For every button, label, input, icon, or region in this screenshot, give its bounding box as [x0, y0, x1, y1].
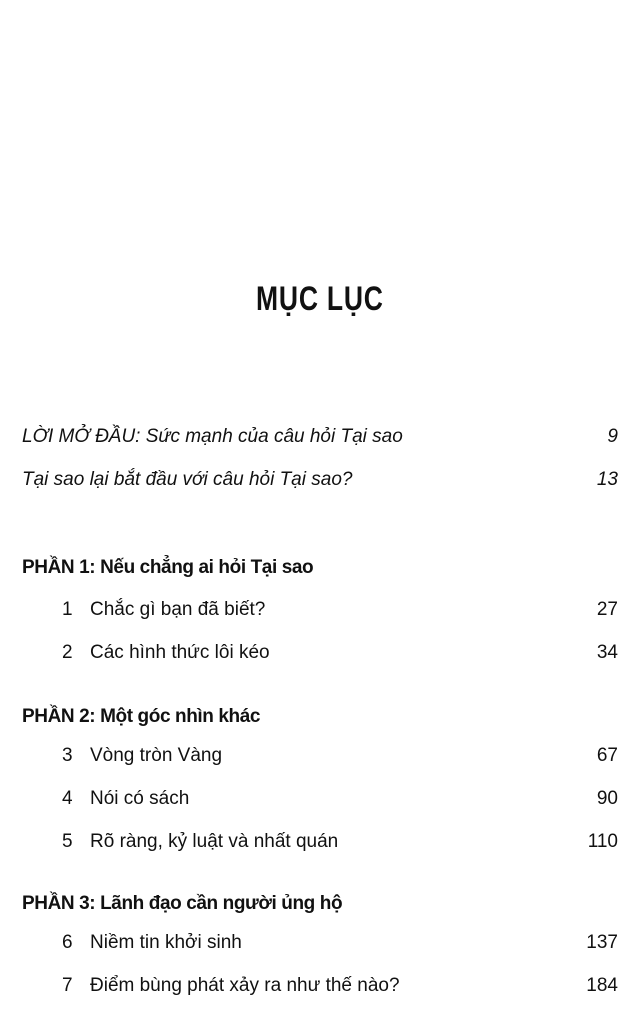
chapter-number: 2 — [62, 642, 73, 663]
chapter-entry[interactable] — [22, 597, 618, 623]
toc-entry-intro[interactable] — [22, 424, 618, 450]
part-heading[interactable] — [22, 555, 618, 581]
toc-entry-intro[interactable] — [22, 467, 618, 493]
chapter-number: 7 — [62, 975, 73, 996]
entry-title: LỜI MỞ ĐẦU: Sức mạnh của câu hỏi Tại sao — [22, 426, 403, 447]
chapter-page: 27 — [596, 599, 618, 620]
chapter-entry[interactable] — [22, 743, 618, 769]
chapter-title: Điểm bùng phát xảy ra như thế nào? — [90, 975, 400, 996]
part-heading-text: PHẦN 1: Nếu chẳng ai hỏi Tại sao — [22, 557, 314, 578]
entry-page: 13 — [596, 469, 618, 490]
chapter-title: Niềm tin khởi sinh — [90, 932, 242, 953]
chapter-title: Rõ ràng, kỷ luật và nhất quán — [90, 831, 339, 852]
part-heading[interactable] — [22, 704, 618, 730]
chapter-entry[interactable] — [22, 829, 618, 855]
entry-page: 9 — [607, 426, 618, 447]
page-title: MỤC LỤC — [256, 280, 384, 318]
chapter-title: Nói có sách — [90, 788, 190, 809]
chapter-title: Vòng tròn Vàng — [90, 745, 223, 766]
chapter-number: 6 — [62, 932, 73, 953]
chapter-number: 5 — [62, 831, 73, 852]
chapter-page: 90 — [596, 788, 618, 809]
chapter-page: 137 — [586, 932, 618, 953]
chapter-page: 184 — [586, 975, 618, 996]
part-heading-text: PHẦN 3: Lãnh đạo cần người ủng hộ — [22, 893, 343, 914]
chapter-entry[interactable] — [22, 786, 618, 812]
part-heading-text: PHẦN 2: Một góc nhìn khác — [22, 706, 261, 727]
chapter-number: 1 — [62, 599, 73, 620]
chapter-number: 4 — [62, 788, 73, 809]
part-heading[interactable] — [22, 891, 618, 917]
chapter-page: 34 — [596, 642, 618, 663]
chapter-entry[interactable] — [22, 640, 618, 666]
chapter-page: 67 — [596, 745, 618, 766]
chapter-title: Các hình thức lôi kéo — [90, 642, 270, 663]
chapter-number: 3 — [62, 745, 73, 766]
chapter-title: Chắc gì bạn đã biết? — [90, 599, 266, 620]
chapter-page: 110 — [587, 831, 618, 852]
chapter-entry[interactable] — [22, 930, 618, 956]
entry-title: Tại sao lại bắt đầu với câu hỏi Tại sao? — [22, 469, 353, 490]
chapter-entry[interactable] — [22, 973, 618, 999]
